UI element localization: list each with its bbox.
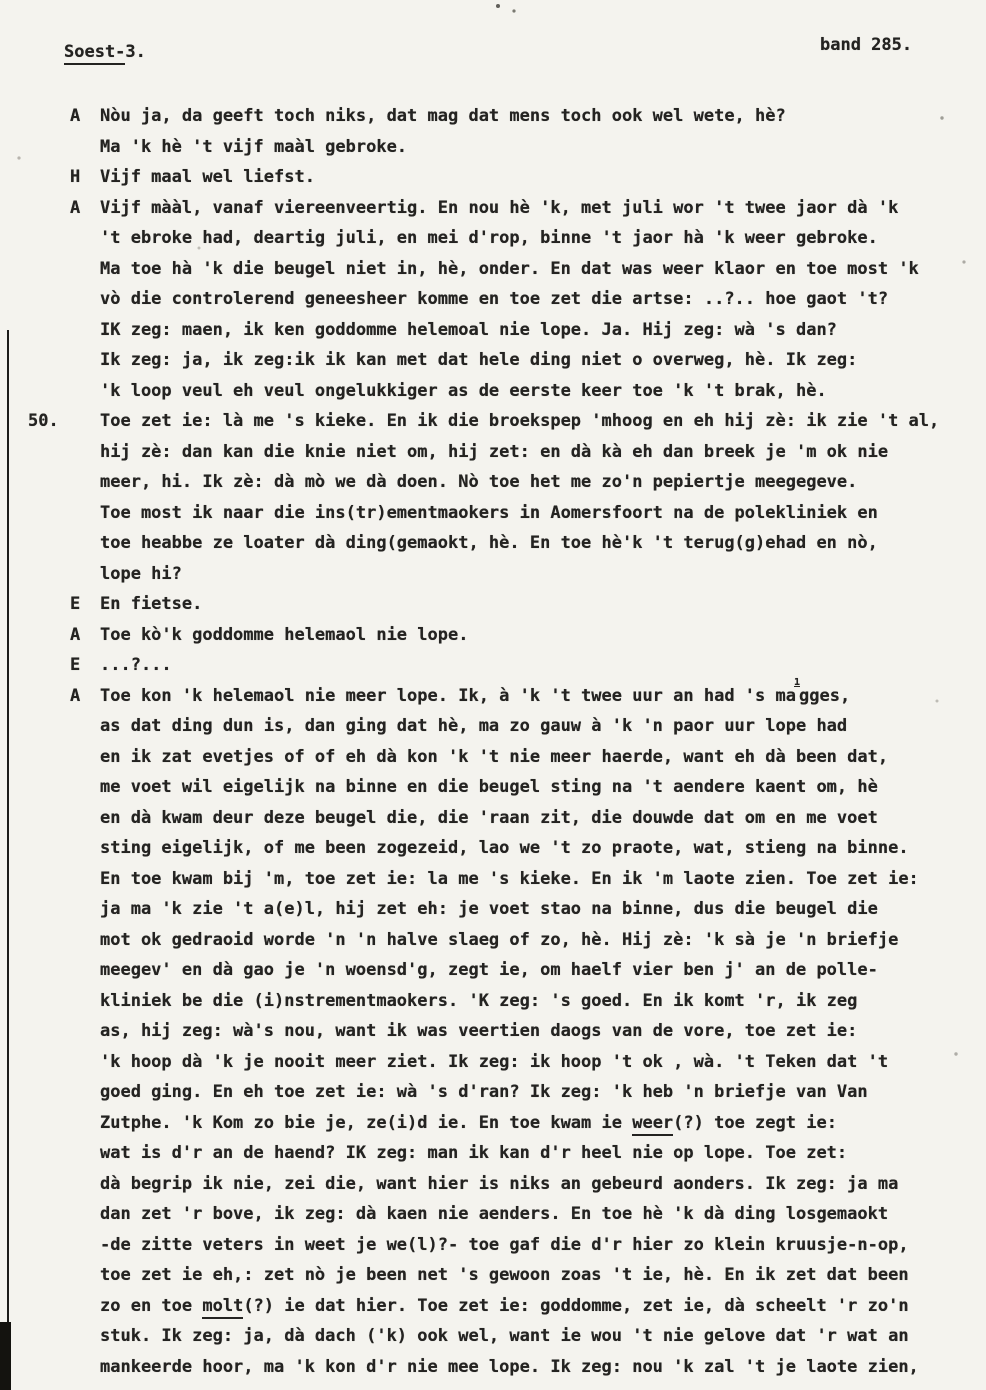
transcript-line: [0, 1016, 986, 1047]
page-title: Soest-3.: [64, 42, 146, 62]
transcript-line: [0, 1260, 986, 1291]
line-text: Ma 'k hè 't vijf maàl gebroke.: [100, 136, 408, 157]
speaker-letter: A: [70, 197, 81, 218]
line-text: ...?...: [100, 655, 172, 675]
line-text: IK zeg: maen, ik ken goddomme helemoal nie lope. Ja. Hij zeg: wà 's dan?: [100, 319, 837, 340]
line-text: Ik zeg: ja, ik zeg:ik ik kan met dat hele ding niet o overweg, hè. Ik zeg:: [100, 350, 858, 370]
line-text: En fietse.: [100, 594, 203, 614]
transcript: [0, 101, 986, 1382]
line-text: hij zè: dan kan die knie niet om, hij zet: en dà kà eh dan breek je 'm ok nie: [100, 441, 889, 462]
line-text: mot ok gedraoid worde 'n 'n halve slaeg of zo, hè. Hij zè: 'k sà je 'n briefje: [100, 929, 899, 950]
transcript-line: [0, 1047, 986, 1078]
transcript-line: [0, 986, 986, 1017]
transcript-line: [0, 101, 986, 132]
line-text: 'k hoop dà 'k je nooit meer ziet. Ik zeg: ik hoop 't ok , wà. 't Teken dat 't: [100, 1051, 889, 1072]
line-text: kliniek be die (i)nstrementmaokers. 'K zeg: 's goed. En ik komt 'r, ik zeg: [100, 990, 858, 1011]
transcript-line: [0, 193, 986, 224]
line-text: Toe most ik naar die ins(tr)ementmaokers in Aomersfoort na de polekliniek en: [100, 502, 878, 523]
transcript-line: [0, 1199, 986, 1230]
transcript-line: [0, 254, 986, 285]
margin-number: 50.: [28, 411, 59, 431]
band-number: band 285.: [820, 35, 913, 55]
transcript-line: [0, 711, 986, 742]
scan-artifacts: [0, 0, 2, 2]
line-text: as dat ding dun is, dan ging dat hè, ma zo gauw à 'k 'n paor uur lope had: [100, 716, 848, 736]
line-text: 'k loop veul eh veul ongelukkiger as de eerste keer toe 'k 't brak, hè.: [100, 380, 827, 401]
line-text: Toe kò'k goddomme helemaol nie lope.: [100, 624, 469, 645]
transcript-line: [0, 315, 986, 346]
line-text: zo en toe molt(?) ie dat hier. Toe zet ie: goddomme, zet ie, dà scheelt 'r zo'n: [100, 1291, 909, 1322]
line-text: toe heabbe ze loater dà ding(gemaokt, hè. En toe hè'k 't terug(g)ehad en nò,: [100, 533, 878, 553]
line-text: Toe zet ie: là me 's kieke. En ik die broekspep 'mhoog en eh hij zè: ik zie 't al,: [100, 411, 940, 431]
line-text: 't ebroke had, deartig juli, en mei d'rop, binne 't jaor hà 'k weer gebroke.: [100, 228, 878, 248]
transcript-line: [0, 589, 986, 620]
line-text: ja ma 'k zie 't a(e)l, hij zet eh: je voet stao na binne, dus die beugel die: [100, 899, 878, 919]
transcript-line: [0, 1352, 986, 1383]
transcript-line: [0, 528, 986, 559]
line-text: -de zitte veters in weet je we(l)?- toe gaf die d'r hier zo klein kruusje-n-op,: [100, 1234, 909, 1255]
line-text: meer, hi. Ik zè: dà mò we dà doen. Nò toe het me zo'n pepiertje meegegeve.: [100, 472, 858, 492]
line-text: Toe kon 'k helemaol nie meer lope. Ik, à 'k 't twee uur an had 's ma$^1$gges,: [100, 676, 851, 706]
line-text: dan zet 'r bove, ik zeg: dà kaen nie aenders. En toe hè 'k dà ding losgemaokt: [100, 1204, 889, 1224]
transcript-line: [0, 1108, 986, 1139]
line-text: Vijf mààl, vanaf viereenveertig. En nou hè 'k, met juli wor 't twee jaor dà 'k: [100, 197, 899, 218]
transcript-line: [0, 772, 986, 803]
transcript-line: [0, 559, 986, 590]
transcript-line: [0, 467, 986, 498]
transcript-line: [0, 1230, 986, 1261]
transcript-line: [0, 1138, 986, 1169]
transcript-line: [0, 223, 986, 254]
line-text: toe zet ie eh,: zet nò je been net 's gewoon zoas 't ie, hè. En ik zet dat been: [100, 1265, 909, 1285]
line-text: Vijf maal wel liefst.: [100, 167, 315, 187]
transcript-line: [0, 132, 986, 163]
transcript-line: [0, 284, 986, 315]
line-text: as, hij zeg: wà's nou, want ik was veertien daogs van de vore, toe zet ie:: [100, 1021, 858, 1041]
transcript-line: [0, 1169, 986, 1200]
line-text: me voet wil eigelijk na binne en die beugel sting na 't aendere kaent om, hè: [100, 777, 878, 797]
transcript-line: [0, 676, 986, 712]
speaker-letter: E: [70, 594, 81, 614]
line-text: lope hi?: [100, 563, 182, 584]
transcript-line: [0, 1321, 986, 1352]
transcript-line: [0, 742, 986, 773]
line-text: En toe kwam bij 'm, toe zet ie: la me 's kieke. En ik 'm laote zien. Toe zet ie:: [100, 868, 919, 889]
transcript-line: [0, 894, 986, 925]
line-text: Ma toe hà 'k die beugel niet in, hè, onder. En dat was weer klaor en toe most 'k: [100, 258, 919, 279]
line-text: vò die controlerend geneesheer komme en toe zet die artse: ..?.. hoe gaot 't?: [100, 289, 889, 309]
transcript-line: [0, 376, 986, 407]
speaker-letter: E: [70, 655, 81, 675]
line-text: meegev' en dà gao je 'n woensd'g, zegt ie, om haelf vier ben j' an de polle-: [100, 960, 878, 980]
line-text: dà begrip ik nie, zei die, want hier is niks an gebeurd aonders. Ik zeg: ja ma: [100, 1173, 899, 1194]
line-text: en dà kwam deur deze beugel die, die 'raan zit, die douwde dat om en me voet: [100, 807, 878, 828]
transcript-line: [0, 1077, 986, 1108]
line-text: wat is d'r an de haend? IK zeg: man ik kan d'r heel nie op lope. Toe zet:: [100, 1143, 848, 1163]
transcript-line: [0, 437, 986, 468]
line-text: goed ging. En eh toe zet ie: wà 's d'ran? Ik zeg: 'k heb 'n briefje van Van: [100, 1082, 868, 1102]
speaker-letter: H: [70, 167, 81, 187]
transcript-line: [0, 620, 986, 651]
speaker-letter: A: [70, 685, 81, 706]
transcript-line: [0, 955, 986, 986]
line-text: en ik zat evetjes of of eh dà kon 'k 't nie meer haerde, want eh dà been dat,: [100, 746, 889, 767]
transcript-line: [0, 650, 986, 681]
transcript-line: [0, 1291, 986, 1322]
speaker-letter: A: [70, 624, 81, 645]
transcript-line: [0, 406, 986, 437]
transcript-line: [0, 803, 986, 834]
transcript-line: [0, 498, 986, 529]
transcript-line: [0, 162, 986, 193]
transcript-line: [0, 833, 986, 864]
speaker-letter: A: [70, 106, 81, 126]
line-text: Zutphe. 'k Kom zo bie je, ze(i)d ie. En toe kwam ie weer(?) toe zegt ie:: [100, 1108, 837, 1139]
line-text: stuk. Ik zeg: ja, dà dach ('k) ook wel, want ie wou 't nie gelove dat 'r wat an: [100, 1326, 909, 1346]
transcript-line: [0, 345, 986, 376]
line-text: sting eigelijk, of me been zogezeid, lao we 't zo praote, wat, stieng na binne.: [100, 838, 909, 858]
line-text: mankeerde hoor, ma 'k kon d'r nie mee lope. Ik zeg: nou 'k zal 't je laote zien,: [100, 1356, 919, 1377]
line-text: Nòu ja, da geeft toch niks, dat mag dat mens toch ook wel wete, hè?: [100, 106, 786, 126]
transcript-line: [0, 925, 986, 956]
transcript-line: [0, 864, 986, 895]
